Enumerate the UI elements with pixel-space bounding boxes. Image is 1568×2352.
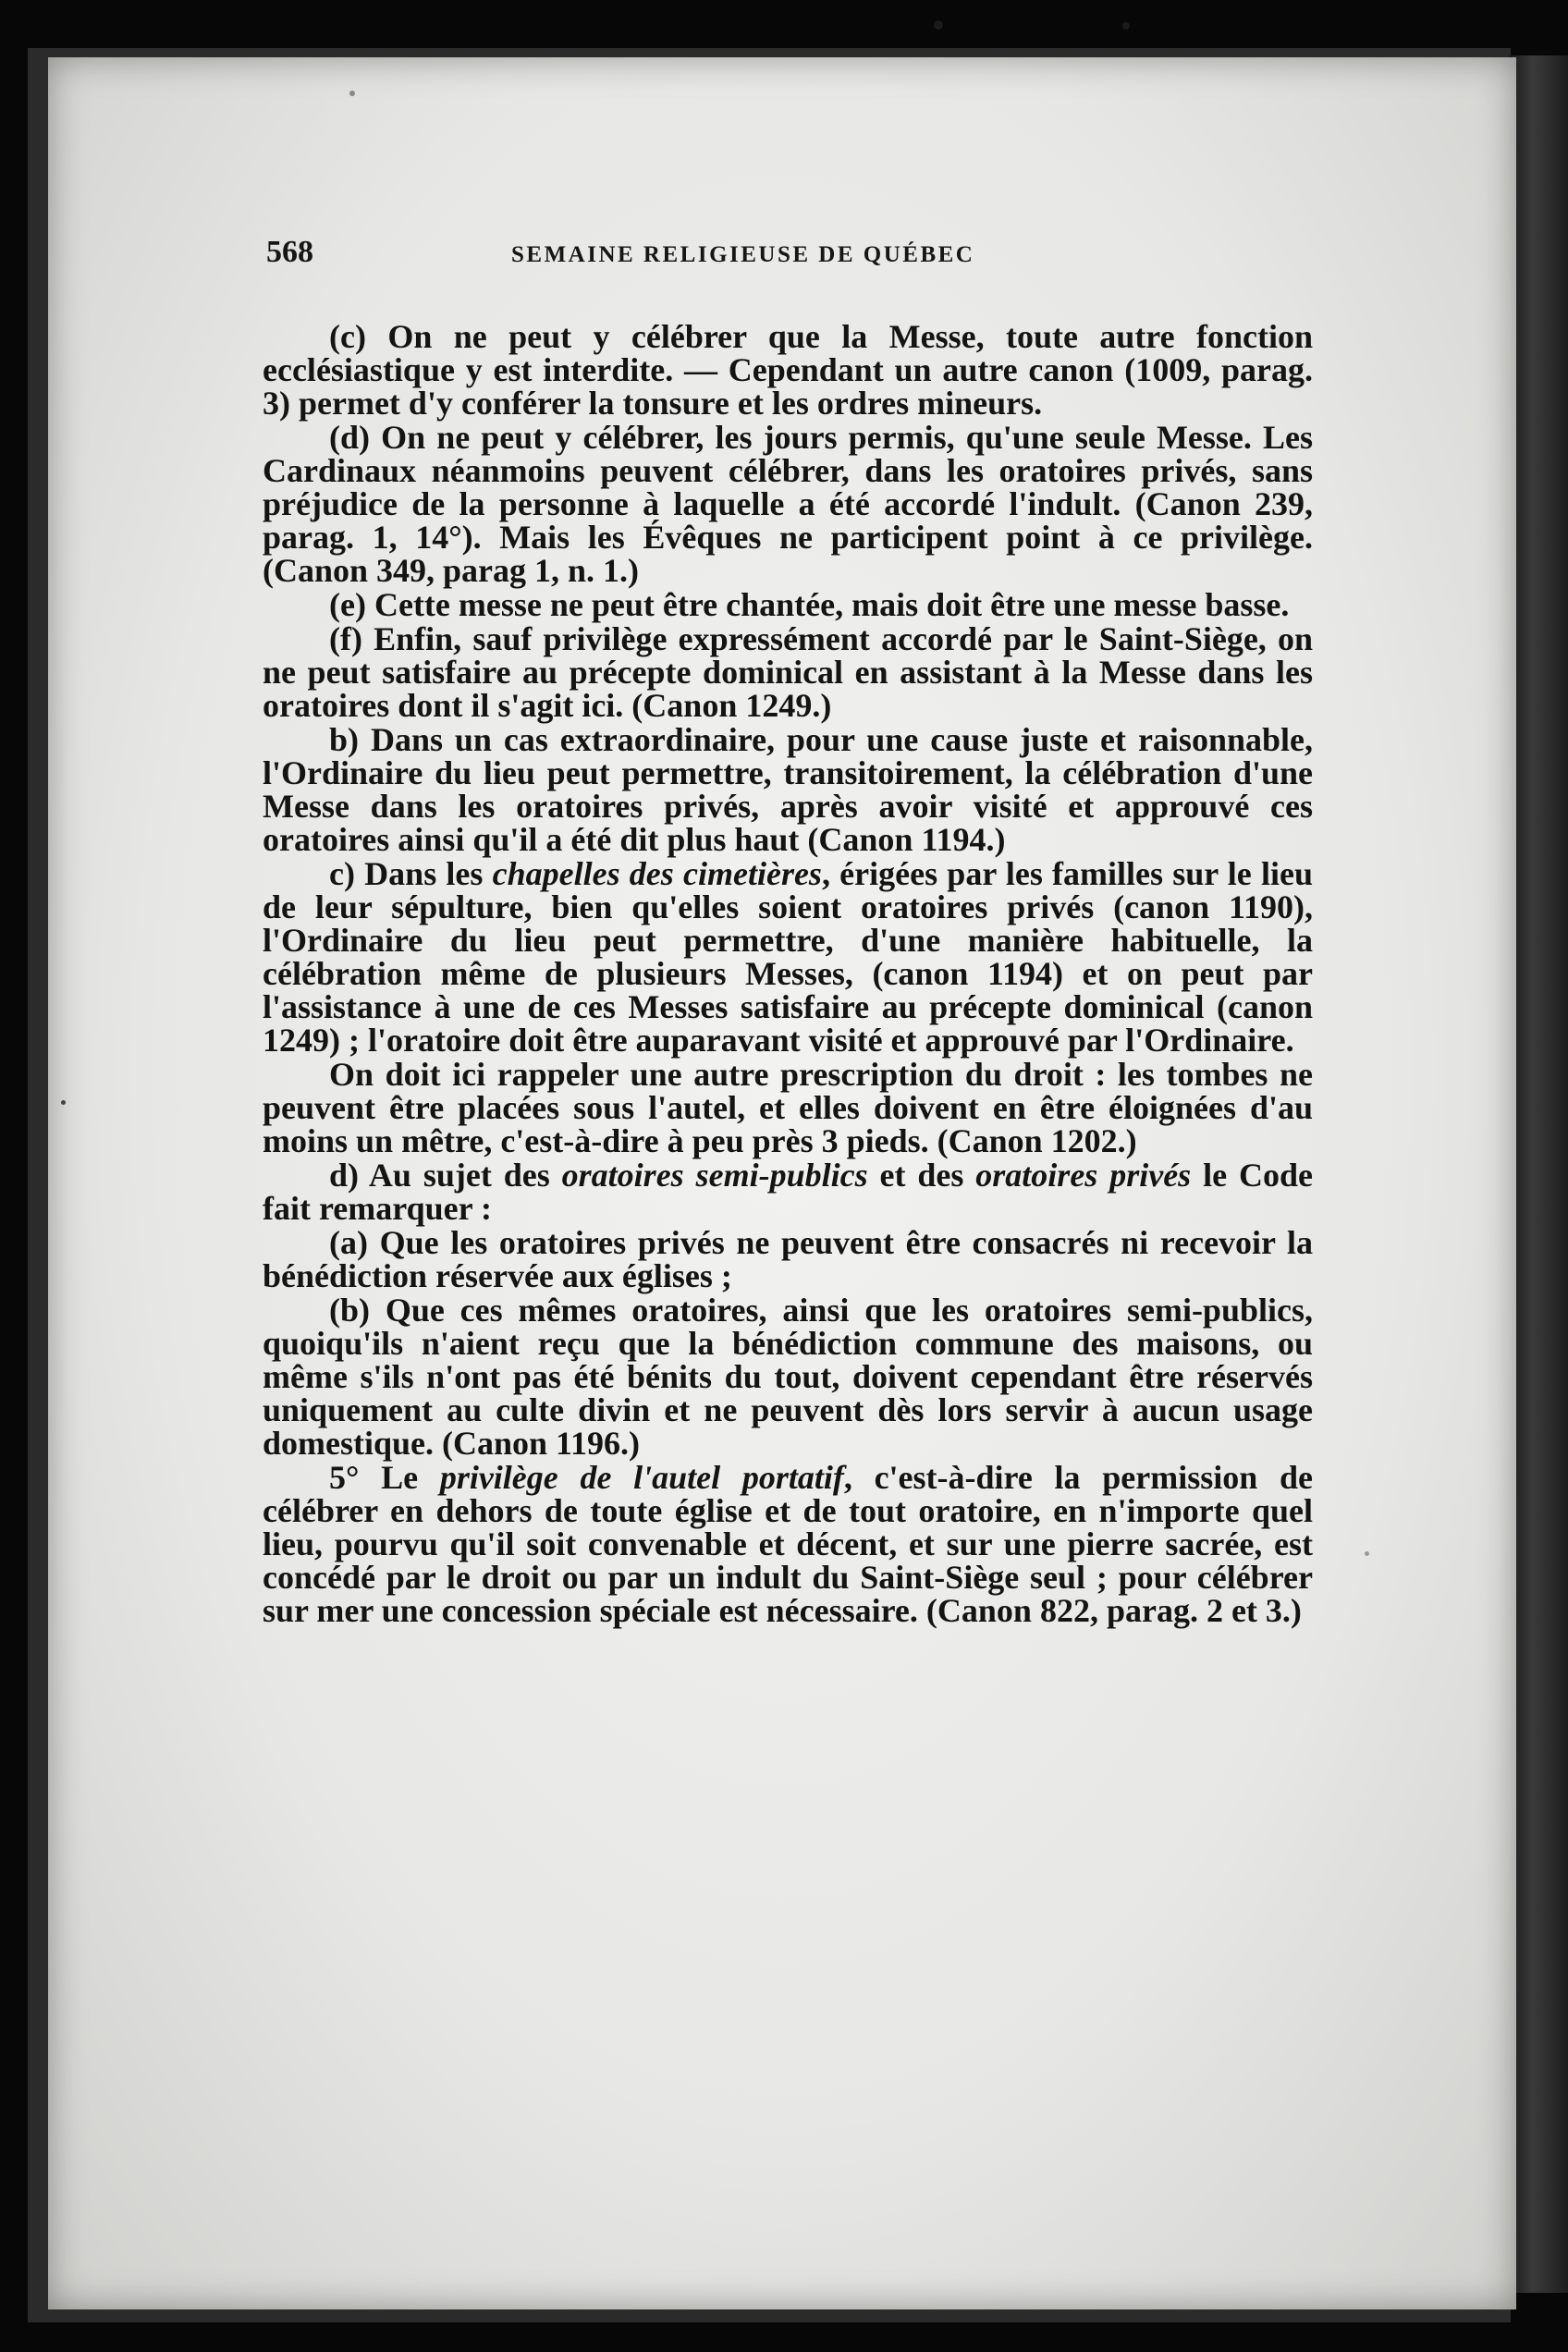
film-speck (1122, 22, 1130, 30)
italic-term-2: oratoires privés (975, 1157, 1192, 1194)
film-speck (934, 20, 943, 30)
paragraph-text-pre: Au sujet des (359, 1157, 562, 1194)
paragraph-text: Enfin, sauf privilège expressément accordé par le Saint-Siège, on ne peut satisfaire au précepte dominical en assistant à la Messe dans les oratoires dont il s'agit ici. (Canon 1249.) (263, 620, 1313, 724)
paragraph-text-pre: Le (359, 1459, 440, 1496)
paragraph-e (263, 588, 1313, 621)
paragraph-marker: (f) (329, 620, 362, 657)
paragraph-text: Dans un cas extraordinaire, pour une cause juste et raisonnable, l'Ordinaire du lieu peut permettre, transitoirement, la célébration d'une Messe dans les oratoires privés, après avoir visité et approuvé ces oratoires ainsi qu'il a été dit plus haut (Canon 1194.) (263, 721, 1313, 858)
film-speck (349, 91, 355, 96)
paragraph-marker: (a) (329, 1224, 368, 1261)
paragraph-tombs (263, 1058, 1313, 1158)
paragraph-text-pre: Dans les (354, 855, 493, 892)
paragraph-marker: (c) (329, 318, 366, 355)
paragraph-marker: c) (329, 855, 355, 892)
paragraph-text: On ne peut y célébrer, les jours permis, qu'une seule Messe. Les Cardinaux néanmoins peuvent célébrer, dans les oratoires privés, sans préjudice de la personne à laquelle a été accordé l'indult. (Canon 239, parag. 1, 14°). Mais les Évêques ne participent point à ce privilège. (Canon 349, parag 1, n. 1.) (263, 419, 1313, 589)
paragraph-5 (263, 1461, 1313, 1627)
paragraph-text: Que ces mêmes oratoires, ainsi que les oratoires semi-publics, quoiqu'ils n'aient reçu que la bénédiction commune des maisons, ou même s'ils n'ont pas été bénits du tout, doivent cependant être réservés uniquement au culte divin et ne peuvent dès lors servir à aucun usage domestique. (Canon 1196.) (263, 1292, 1313, 1462)
paragraph-text-mid: et des (867, 1157, 976, 1194)
running-title: SEMAINE RELIGIEUSE DE QUÉBEC (511, 242, 975, 267)
paragraph-marker: b) (329, 721, 360, 758)
italic-term: privilège de l'autel portatif (439, 1459, 844, 1496)
paragraph-text: On doit ici rappeler une autre prescription du droit : les tombes ne peuvent être placées sous l'autel, et elles doivent en être éloignées d'au moins un mêtre, c'est-à-dire à peu près 3 pieds. (Canon 1202.) (263, 1056, 1313, 1159)
paragraph-text: , érigées par les familles sur le lieu de leur sépulture, bien qu'elles soient oratoires privés (canon 1190), l'Ordinaire du lieu peut permettre, d'une manière habituelle, la célébration même de plusieurs Messes, (canon 1194) et on peut par l'assistance à une de ces Messes satisfaire au précepte dominical (canon 1249) ; l'oratoire doit être auparavant visité et approuvé par l'Ordinaire. (263, 855, 1313, 1059)
paragraph-marker: (e) (329, 586, 366, 623)
paragraph-text: , c'est-à-dire la permission de célébrer en dehors de toute église et de tout oratoire, en n'importe quel lieu, pourvu qu'il soit convenable et décent, et sur une pierre sacrée, est concédé par le droit ou par un indult du Saint-Siège seul ; pour célébrer sur mer une concession spéciale est nécessaire. (Canon 822, parag. 2 et 3.) (263, 1459, 1313, 1629)
paragraph-f (263, 622, 1313, 722)
paragraph-d (263, 421, 1313, 587)
paragraph-marker: (d) (329, 419, 370, 456)
paragraph-text: Que les oratoires privés ne peuvent être consacrés ni recevoir la bénédiction réservée aux églises ; (263, 1224, 1313, 1294)
paragraph-marker: (b) (329, 1292, 370, 1329)
italic-term: oratoires semi-publics (561, 1157, 868, 1194)
paragraph-marker: d) (329, 1157, 360, 1194)
page-header (266, 235, 1329, 272)
paragraph-text: Cette messe ne peut être chantée, mais doit être une messe basse. (365, 586, 1290, 623)
paragraph-text: le Code fait remarquer : (263, 1157, 1313, 1227)
page-number: 568 (266, 235, 313, 269)
paragraph-a (263, 1226, 1313, 1292)
paragraph-marker: 5° (329, 1459, 360, 1496)
paragraph-c (263, 320, 1313, 420)
paragraph-d-oratories (263, 1158, 1313, 1225)
film-speck (61, 1100, 66, 1105)
paragraph-text: On ne peut y célébrer que la Messe, toute autre fonction ecclésiastique y est interdite. — Cependant un autre canon (1009, parag. 3) permet d'y conférer la tonsure et les ordres mineurs. (263, 318, 1313, 422)
body-text (263, 320, 1313, 1628)
paragraph-b-oratories (263, 1293, 1313, 1460)
film-speck (1365, 1551, 1369, 1556)
paragraph-b (263, 723, 1313, 856)
italic-term: chapelles des cimetières (492, 855, 822, 892)
paragraph-c-cemeteries (263, 857, 1313, 1057)
adjacent-page-edge (1509, 55, 1568, 2293)
